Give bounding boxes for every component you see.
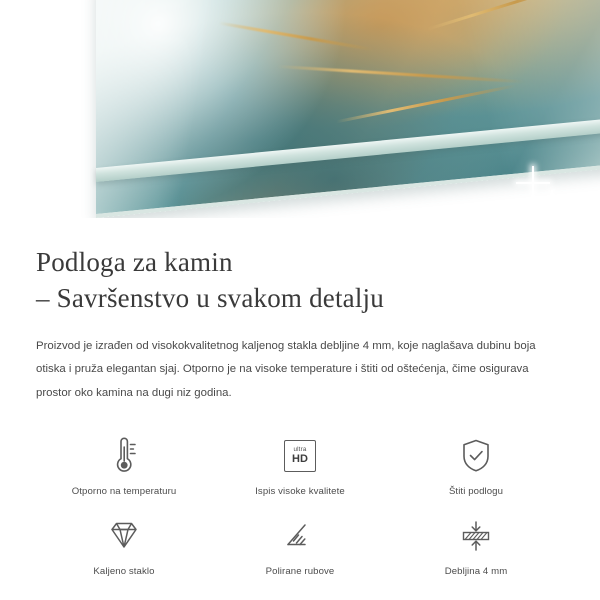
- marble-glass-panel-artwork: [96, 0, 600, 218]
- polished-edges-icon: [279, 513, 321, 559]
- page-title-line-1: Podloga za kamin: [36, 247, 233, 277]
- product-description: Proizvod je izrađen od visokokvalitetnog kaljenog stakla debljine 4 mm, koje naglašava dubinu boja otiska i pruža elegantan sjaj. Otporno je na visoke temperature i štiti od oštećenja, čime osigurava prostor oko kamina na dugi niz godina.: [36, 339, 536, 399]
- shield-check-icon: [456, 433, 496, 479]
- feature-label-tempered-glass: Kaljeno staklo: [93, 566, 155, 577]
- ultra-hd-badge-top: ultra: [293, 445, 307, 453]
- thickness-icon: [455, 513, 497, 559]
- sparkle-icon-small: [543, 190, 561, 208]
- content-area: [0, 244, 600, 581]
- feature-label-protection: Štiti podlogu: [448, 486, 504, 497]
- hero-image: [0, 0, 600, 218]
- feature-item-print-quality: [212, 427, 388, 501]
- diamond-icon: [103, 513, 145, 559]
- ultra-hd-icon: [284, 433, 316, 479]
- feature-label-polished-edges: Polirane rubove: [265, 566, 335, 577]
- feature-label-temperature: Otporno na temperaturu: [71, 486, 177, 497]
- feature-label-print-quality: Ispis visoke kvalitete: [255, 486, 345, 497]
- ultra-hd-badge-bottom: HD: [292, 453, 308, 466]
- feature-item-protection: [388, 427, 564, 501]
- feature-item-thickness: [388, 507, 564, 581]
- page-title: [36, 244, 564, 317]
- feature-grid: [36, 427, 564, 581]
- feature-label-thickness: Debljina 4 mm: [444, 566, 508, 577]
- feature-item-tempered-glass: [36, 507, 212, 581]
- feature-item-temperature: [36, 427, 212, 501]
- thermometer-icon: [104, 433, 144, 479]
- feature-item-polished-edges: [212, 507, 388, 581]
- artwork-highlight-overlay: [96, 0, 600, 214]
- page-title-line-2: – Savršenstvo u svakom detalju: [36, 283, 384, 314]
